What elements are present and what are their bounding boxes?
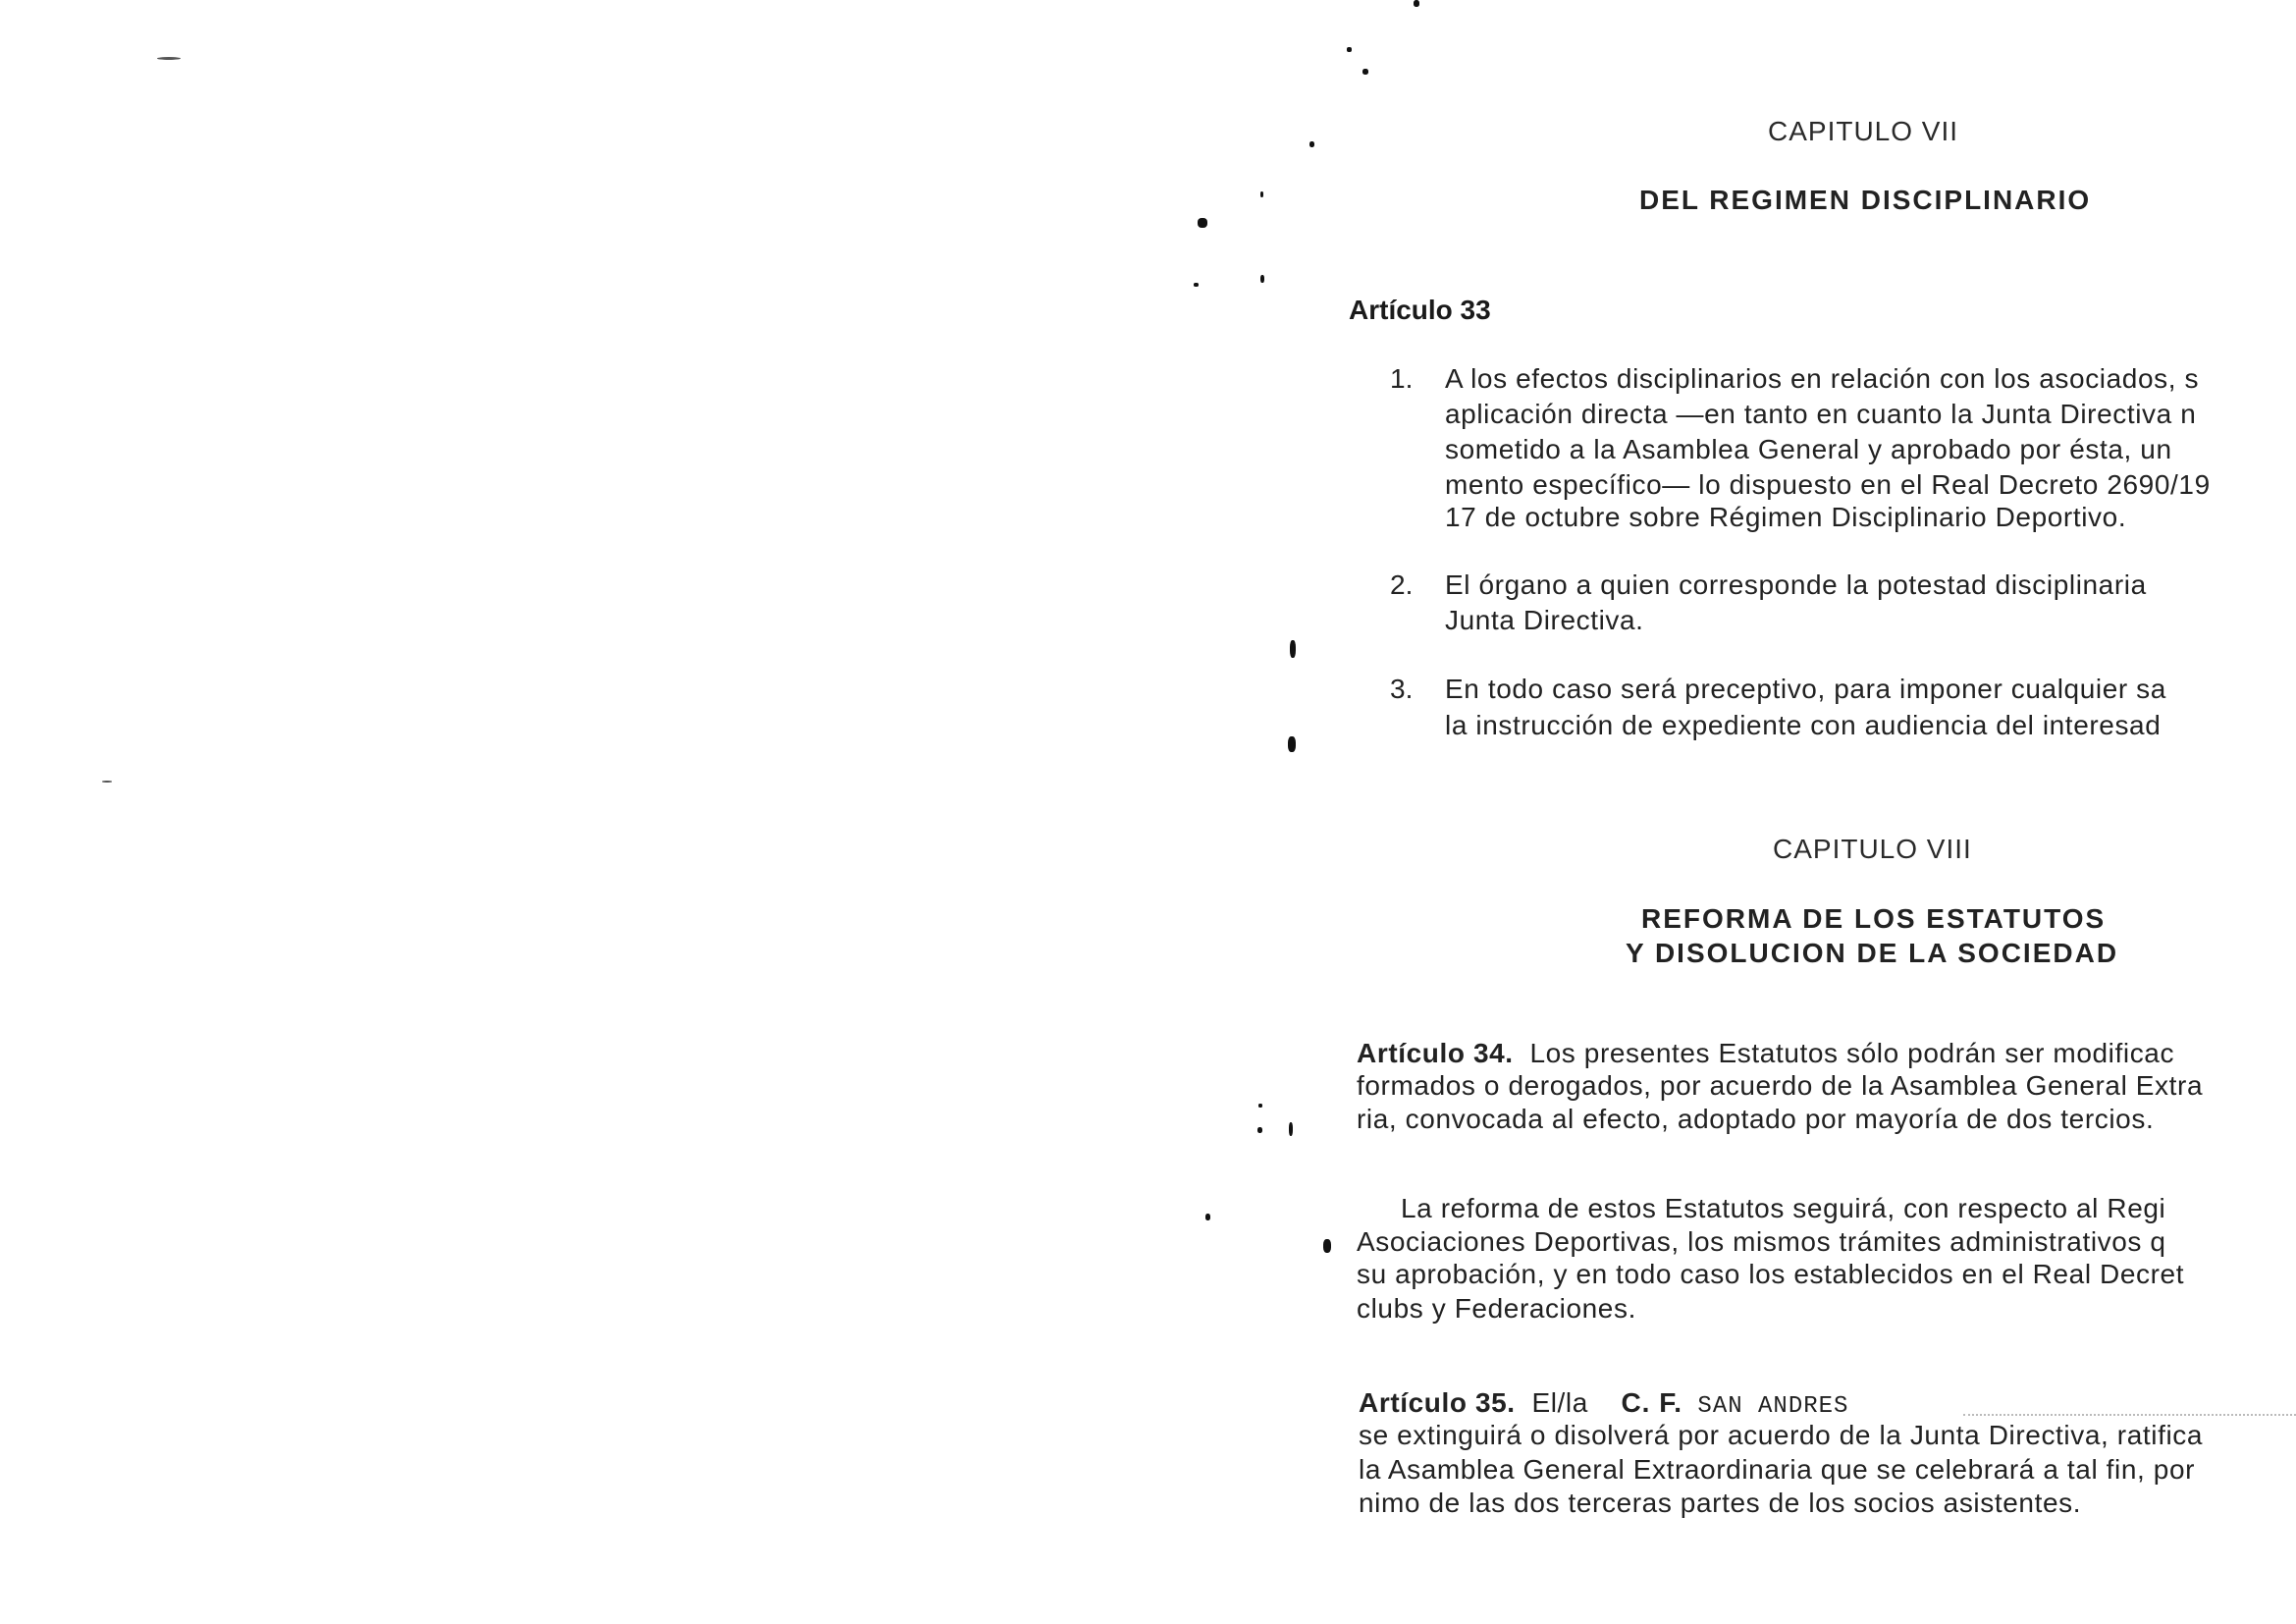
scan-speck: [157, 57, 181, 60]
article-33-item-1-line: 17 de octubre sobre Régimen Disciplinario Deportivo.: [1445, 502, 2127, 532]
chapter-7-title: DEL REGIMEN DISCIPLINARIO: [1639, 185, 2092, 215]
scan-speck: [1414, 0, 1419, 7]
club-name: SAN ANDRES: [1697, 1393, 1849, 1420]
article-35-line: se extinguirá o disolverá por acuerdo de la Junta Directiva, ratifica: [1359, 1420, 2204, 1450]
article-34-para2-line: su aprobación, y en todo caso los establecidos en el Real Decret: [1357, 1259, 2185, 1289]
scan-speck: [1362, 69, 1368, 75]
article-33-item-2-line: Junta Directiva.: [1445, 605, 1644, 635]
chapter-8-title-line: REFORMA DE LOS ESTATUTOS: [1641, 903, 2107, 934]
club-name-field: [1621, 1387, 1849, 1420]
scan-speck: [1194, 283, 1199, 287]
article-34-para2-line: clubs y Federaciones.: [1357, 1293, 1636, 1324]
scan-speck: [1288, 736, 1296, 752]
article-33-item-1-line: sometido a la Asamblea General y aprobado por ésta, un: [1445, 434, 2172, 464]
chapter-8-label: CAPITULO VIII: [1773, 834, 1972, 864]
article-34-para2-line: Asociaciones Deportivas, los mismos trámites administrativos q: [1357, 1226, 2166, 1257]
scan-speck: [1290, 640, 1296, 658]
article-33-item-2-line: El órgano a quien corresponde la potestad disciplinaria: [1445, 569, 2147, 600]
article-33-item-2-number: 2.: [1390, 569, 1414, 600]
club-initials: C. F.: [1621, 1387, 1683, 1418]
article-34-line: ria, convocada al efecto, adoptado por mayoría de dos tercios.: [1357, 1104, 2155, 1134]
scan-speck: [1289, 1122, 1293, 1136]
article-35-first-line: [1359, 1387, 1848, 1420]
chapter-8-title-line: Y DISOLUCION DE LA SOCIEDAD: [1626, 938, 2119, 968]
article-33-heading: Artículo 33: [1349, 295, 1491, 325]
scan-speck: [1205, 1214, 1210, 1220]
article-35-prefix: El/la: [1531, 1387, 1588, 1418]
article-33-item-1-line: aplicación directa —en tanto en cuanto la Junta Directiva n: [1445, 399, 2197, 429]
chapter-7-label: CAPITULO VII: [1768, 116, 1959, 146]
article-33-item-3-line: la instrucción de expediente con audiencia del interesad: [1445, 710, 2162, 740]
article-34-first-line: [1357, 1038, 2174, 1069]
scan-speck: [1260, 191, 1263, 197]
article-35-heading: Artículo 35.: [1359, 1387, 1516, 1418]
article-34-heading: Artículo 34.: [1357, 1038, 1514, 1068]
scan-speck: [1198, 218, 1207, 228]
article-33-item-3-line: En todo caso será preceptivo, para imponer cualquier sa: [1445, 674, 2166, 704]
scan-speck: [1260, 275, 1264, 283]
scan-speck: [102, 781, 112, 783]
scan-speck: [1347, 47, 1352, 52]
article-34-line: formados o derogados, por acuerdo de la Asamblea General Extra: [1357, 1070, 2204, 1101]
article-34-line: Los presentes Estatutos sólo podrán ser modificac: [1529, 1038, 2175, 1068]
article-34-para2-line: La reforma de estos Estatutos seguirá, con respecto al Regi: [1401, 1193, 2166, 1223]
article-33-item-1-line: A los efectos disciplinarios en relación con los asociados, s: [1445, 363, 2200, 394]
scan-speck: [1258, 1104, 1262, 1108]
article-33-item-3-number: 3.: [1390, 674, 1414, 704]
article-35-line: la Asamblea General Extraordinaria que se celebrará a tal fin, por: [1359, 1454, 2196, 1485]
club-name-dotted-line: [1963, 1414, 2296, 1416]
scan-speck: [1323, 1239, 1331, 1253]
scan-speck: [1309, 141, 1314, 147]
scan-speck: [1257, 1127, 1262, 1133]
article-33-item-1-number: 1.: [1390, 363, 1414, 394]
article-33-item-1-line: mento específico— lo dispuesto en el Real Decreto 2690/19: [1445, 469, 2211, 500]
article-35-line: nimo de las dos terceras partes de los socios asistentes.: [1359, 1488, 2082, 1518]
